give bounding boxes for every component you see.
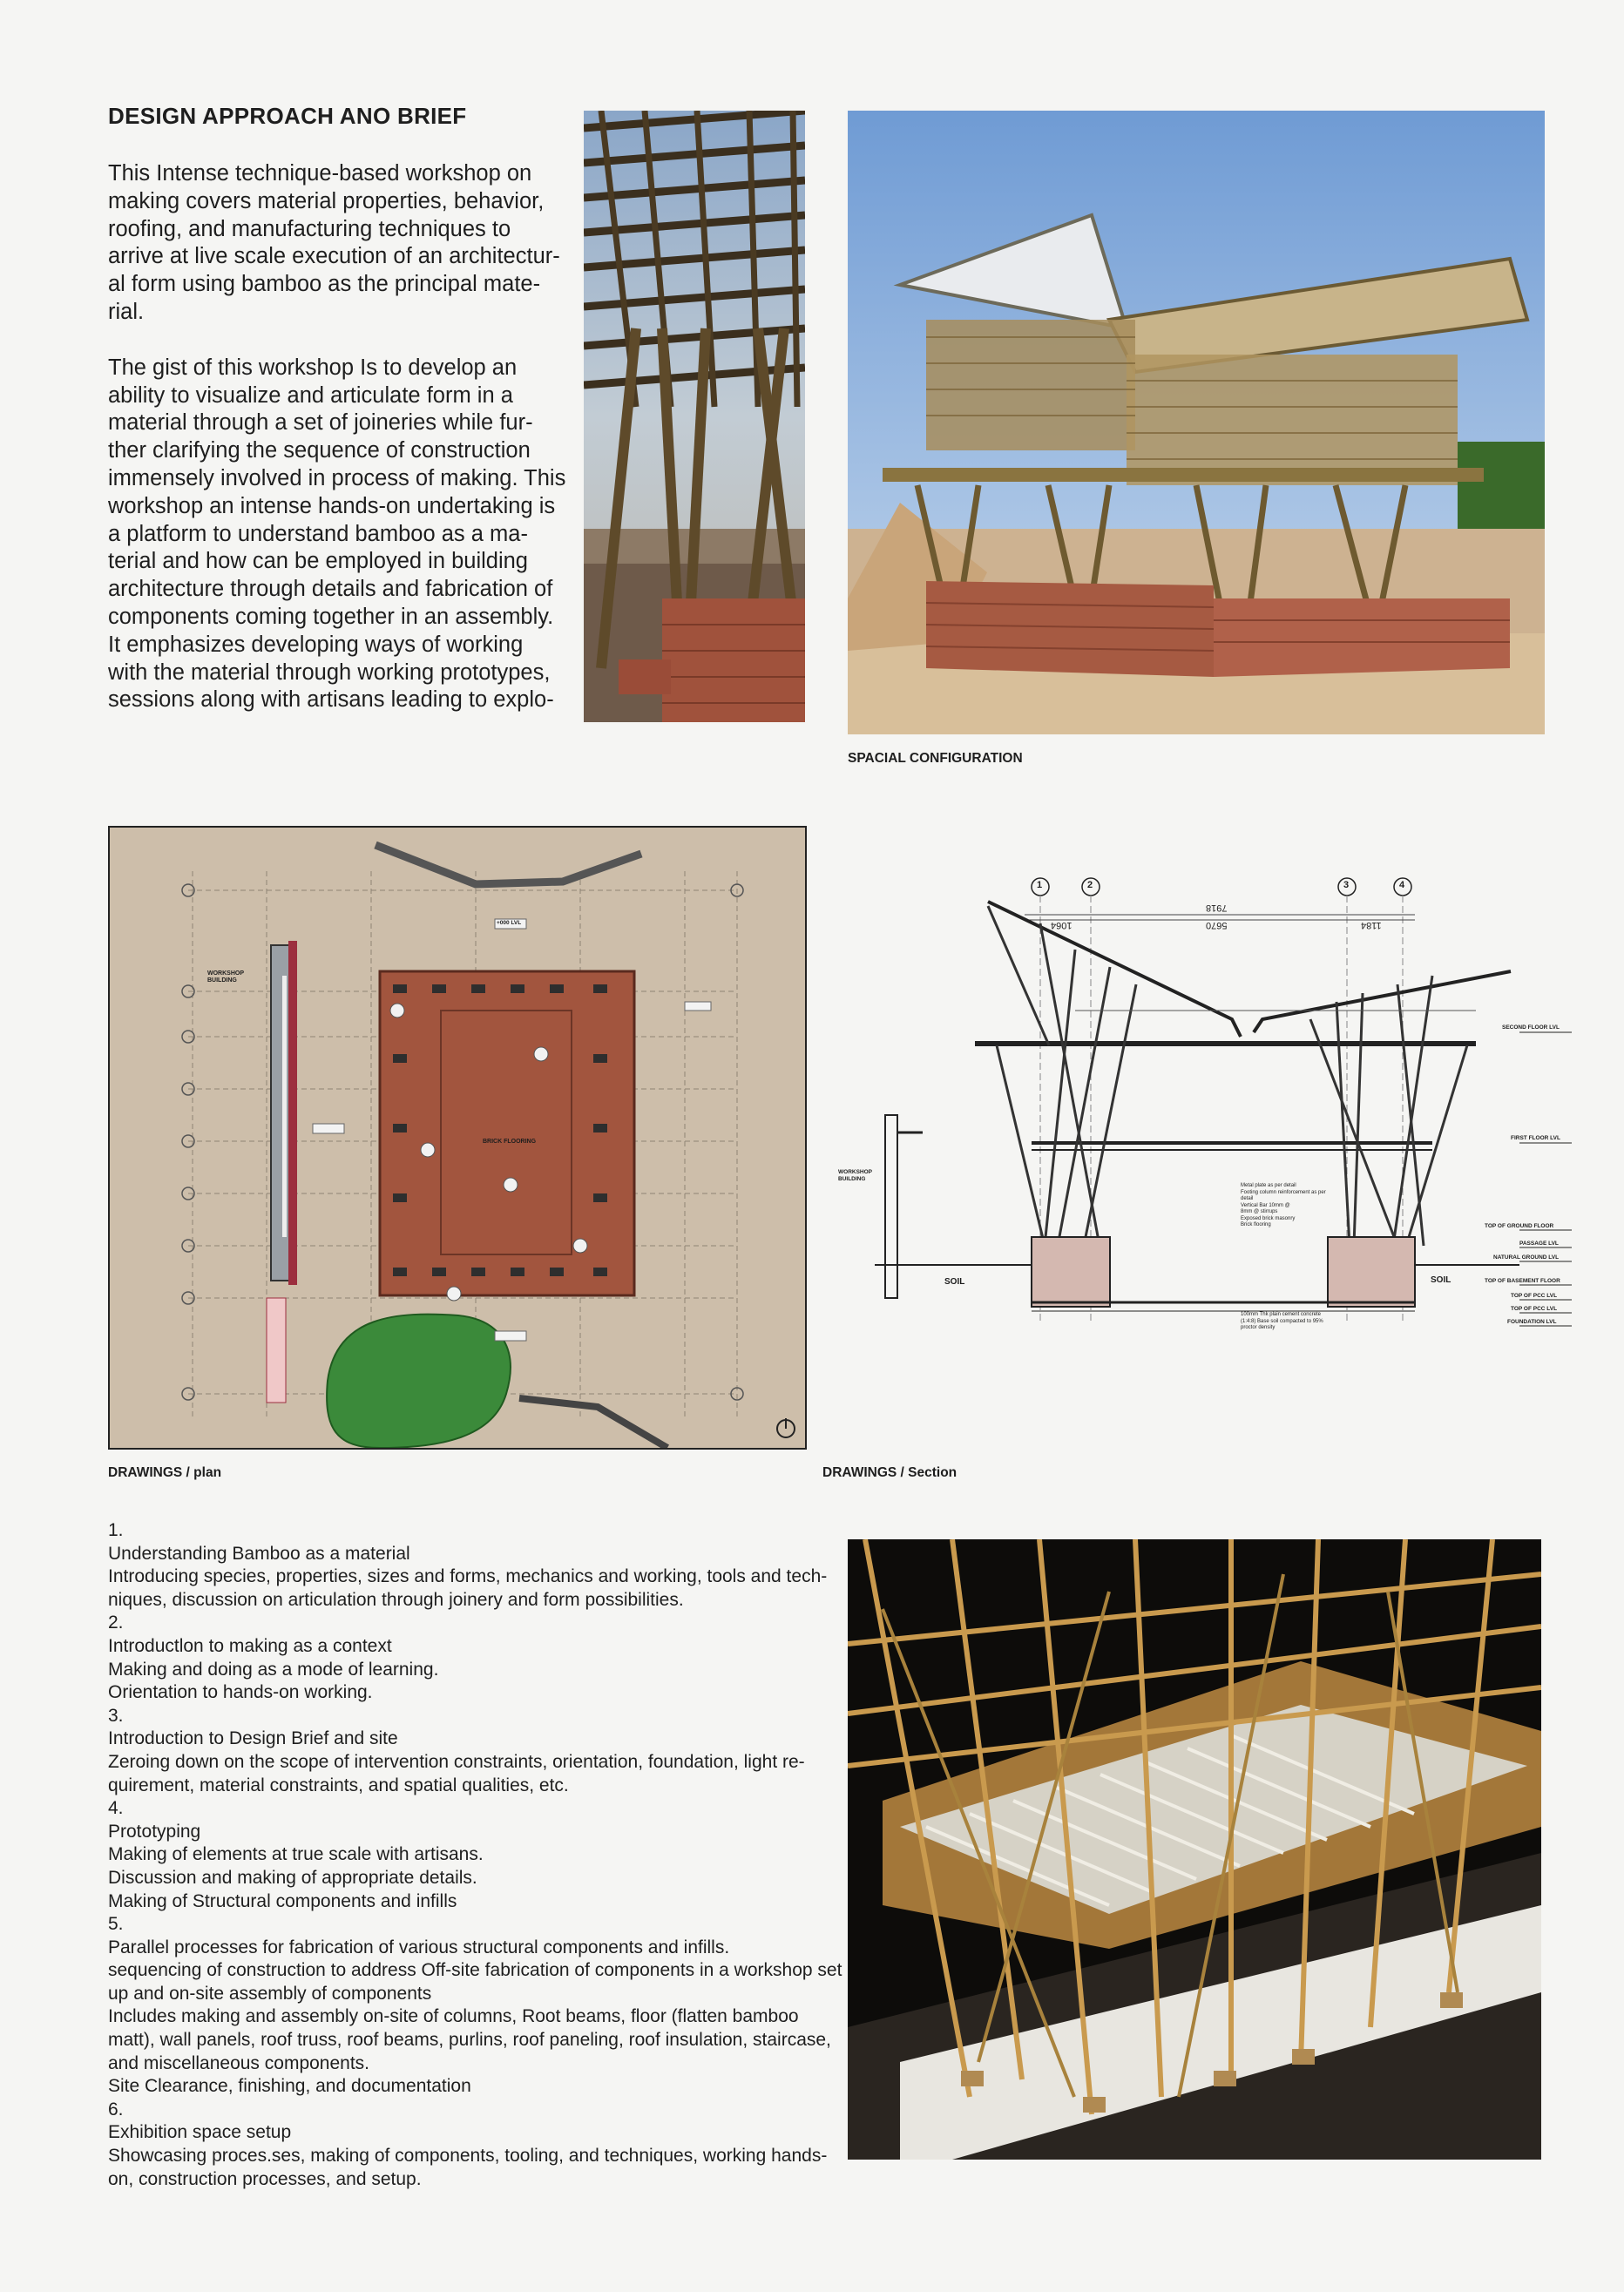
section-drawing [822, 871, 1580, 1359]
list-item: Includes making and assembly on-site of columns, Root beams, floor (flatten bamboo matt), wall panels, roof truss, roof beams, purlins, roof paneling, roof insulation, staircase, and miscellaneous components. [108, 2006, 831, 2073]
level-pcc-1: TOP OF PCC LVL [1511, 1293, 1558, 1299]
dimension-5670: 5670 [1206, 920, 1228, 930]
list-item: Showcasing proces.ses, making of components, tooling, and techniques, working hands-on, construction processes, and setup. [108, 2146, 828, 2189]
page-title: DESIGN APPROACH ANO BRIEF [108, 103, 467, 129]
list-item: sequencing of construction to address Off-site fabrication of components in a workshop set up and on-site assembly of components [108, 1960, 842, 2004]
list-item: Introductlon to making as a context [108, 1635, 392, 1656]
list-item: 6. [108, 2099, 124, 2120]
level-second-floor: SECOND FLOOR LVL [1502, 1024, 1560, 1031]
list-item: Making of Structural components and infills [108, 1890, 457, 1911]
level-top-ground: TOP OF GROUND FLOOR [1485, 1223, 1554, 1229]
list-item: Making and doing as a mode of learning. [108, 1659, 439, 1680]
note-vertical-bar: Vertical Bar 10mm @ [1241, 1202, 1290, 1208]
note-brick-flooring: Brick flooring [1241, 1222, 1271, 1227]
plan-label-workshop: WORKSHOP BUILDING [207, 970, 244, 984]
list-item: Parallel processes for fabrication of various structural components and infills. [108, 1937, 730, 1957]
list-item: 4. [108, 1798, 124, 1819]
list-item: Discussion and making of appropriate details. [108, 1867, 477, 1888]
section-notes [1241, 1183, 1328, 1229]
intro-paragraph-1: This Intense technique-based workshop on making covers material properties, behavior, roofing, and manufacturing techniques to arrive at live scale execution of an architectur-al form using bamboo as the principal mate-rial. [108, 161, 560, 324]
dimension-1064: 1064 [1051, 920, 1073, 930]
level-basement: TOP OF BASEMENT FLOOR [1485, 1278, 1560, 1284]
level-passage: PASSAGE LVL [1519, 1241, 1559, 1247]
level-first-floor: FIRST FLOOR LVL [1511, 1135, 1560, 1141]
list-item: Understanding Bamboo as a material [108, 1543, 410, 1564]
plan-label-brick: BRICK FLOORING [483, 1139, 537, 1145]
program-list [108, 1519, 850, 2191]
list-item: Introduction to Design Brief and site [108, 1728, 398, 1749]
model-photo [848, 1539, 1541, 2160]
dimension-1184: 1184 [1361, 920, 1382, 930]
level-pcc-2: TOP OF PCC LVL [1511, 1306, 1558, 1312]
level-foundation: FOUNDATION LVL [1507, 1319, 1557, 1325]
caption-section: DRAWINGS / Section [822, 1465, 957, 1480]
caption-plan: DRAWINGS / plan [108, 1465, 222, 1480]
list-item: Zeroing down on the scope of intervention constraints, orientation, foundation, light re-quirement, material constraints, and spatial qualities, etc. [108, 1751, 805, 1795]
plan-drawing [108, 826, 807, 1450]
list-item: Making of elements at true scale with artisans. [108, 1844, 484, 1865]
intro-paragraph-2: The gist of this workshop Is to develop an ability to visualize and articulate form in a material through a set of joineries while fur-ther clarifying the sequence of construction immensely involved in process of making. This workshop an intense hands-on undertaking is a platform to understand bamboo as a ma-terial and how can be employed in building architecture through details and fabrication of components coming together in an assembly. It emphasizes developing ways of working with the material through working prototypes, sessions along with artisans leading to explo- [108, 355, 566, 713]
list-item: Prototyping [108, 1821, 201, 1842]
grid-label-1: 1 [1037, 880, 1043, 890]
section-workshop-label: WORKSHOP BUILDING [838, 1169, 872, 1182]
pergola-photo [584, 111, 805, 722]
section-base-note: 100mm Thk plain cement concrete (1:4:8) Base soil compacted to 95% proctor density [1241, 1312, 1323, 1330]
list-item: Exhibition space setup [108, 2122, 292, 2143]
caption-spacial-configuration: SPACIAL CONFIGURATION [848, 751, 1023, 766]
note-footing: Footing column reinforcement as per detail [1241, 1189, 1326, 1201]
note-metal-plate: Metal plate as per detail [1241, 1183, 1296, 1188]
soil-label-right: SOIL [1431, 1275, 1451, 1285]
grid-label-3: 3 [1343, 880, 1350, 890]
plan-label-level: +000 LVL [497, 920, 522, 926]
list-item: Orientation to hands-on working. [108, 1682, 373, 1703]
grid-label-4: 4 [1399, 880, 1405, 890]
dimension-7918: 7918 [1206, 903, 1228, 913]
list-item: 1. [108, 1520, 124, 1540]
list-item: 3. [108, 1705, 124, 1726]
pavilion-photo [848, 111, 1545, 734]
list-item: 5. [108, 1914, 124, 1935]
soil-label-left: SOIL [944, 1277, 965, 1287]
level-natural-ground: NATURAL GROUND LVL [1493, 1254, 1560, 1261]
note-stirrups: 8mm @ stirrups [1241, 1209, 1278, 1214]
note-brick-masonry: Exposed brick masonry [1241, 1215, 1296, 1221]
list-item: Introducing species, properties, sizes and forms, mechanics and working, tools and tech-niques, discussion on articulation through joinery and form possibilities. [108, 1566, 828, 1610]
list-item: 2. [108, 1613, 124, 1633]
intro-text [108, 160, 568, 742]
grid-label-2: 2 [1087, 880, 1093, 890]
list-item: Site Clearance, finishing, and documentation [108, 2076, 471, 2097]
